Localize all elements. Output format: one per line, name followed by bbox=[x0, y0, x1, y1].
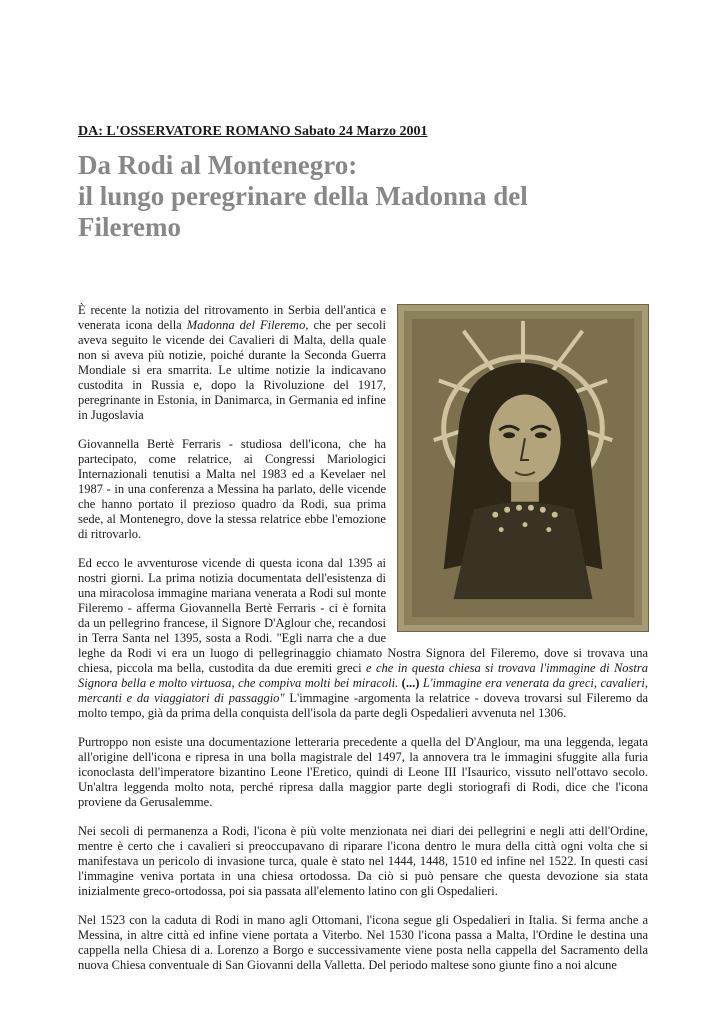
p3-text-a: Ed ecco le avventurose vicende di questa icona dal 1395 ai nostri giorni. La prima notizia documentata dell'esistenza di una miracolosa immagine mariana venerata a Rodi sul monte Fileremo - afferma Giovannella Bertè Ferraris - ci è fornita da un pellegrino francese, il Signore D'Aglour che, recandosi in Terra Santa nel 1395, sosta a Rodi. "Egli narra che a due leghe da Rodi vi era un luogo di pellegrinaggio chiamato Nostra Signora del Fileremo, dove si trovava una chiesa, piccola ma bella, custodita da due eremiti greci bbox=[78, 556, 648, 675]
paragraph-2: Giovannella Bertè Ferraris - studiosa dell'icona, che ha partecipato, come relatrice, ai Congressi Mariologici Internazionali tenutisi a Malta nel 1983 ed a Kevelaer nel 1987 - in una conferenza a Messina ha parlato, delle vicende che hanno portato il prezioso quadro da Rodi, sua prima sede, al Montenegro, dove la stessa relatrice ebbe l'emozione di ritrovarlo. bbox=[78, 437, 386, 541]
title-line-1: Da Rodi al Montenegro: bbox=[78, 150, 358, 180]
title-line-2: il lungo peregrinare della Madonna del bbox=[78, 181, 528, 211]
article-title bbox=[78, 150, 648, 243]
title-line-3: Fileremo bbox=[78, 212, 181, 242]
paragraph-5: Nei secoli di permanenza a Rodi, l'icona è più volte menzionata nei diari dei pellegrini e negli atti dell'Ordine, mentre è certo che i cavalieri si preoccupavano di riparare l'icona dentro le mura della città ogni volta che si manifestava un pericolo di invasione turca, quale è stato nel 1444, 1448, 1510 ed infine nel 1522. In questi casi l'immagine veniva portata in una chiesa ortodossa. Da ciò si può pensare che questa devozione sia stata inizialmente greco-ortodossa, poi sia passata all'elemento latino con gli Ospedalieri. bbox=[78, 824, 648, 898]
p1-text-c: che per secoli aveva seguito le vicende dei Cavalieri di Malta, della quale non si aveva più notizie, poiché durante la Seconda Guerra Mondiale si era smarrita. Le ultime notizie la indicavano custodita in Russia e, dopo la Rivoluzione del 1917, peregrinante in Estonia, in Danimarca, in Germania ed infine in Jugoslavia bbox=[78, 318, 386, 422]
p3-italic-d: L'immagine era venerata da greci, cavalieri, mercanti e da viaggiatori di passaggio" bbox=[78, 676, 649, 705]
paragraph-6: Nel 1523 con la caduta di Rodi in mano agli Ottomani, l'icona segue gli Ospedalieri in Italia. Si ferma anche a Messina, in altre città ed infine viene portata a Viterbo. Nel 1530 l'icona passa a Malta, l'Ordine le destina una cappella nella Chiesa di a. Lorenzo a Borgo e successivamente viene posta nella cappella del Sacramento della nuova Chiesa conventuale di San Giovanni della Valletta. Del periodo maltese sono giunte fino a noi alcune bbox=[78, 913, 648, 972]
source-line: DA: L'OSSERVATORE ROMANO Sabato 24 Marzo 2001 bbox=[78, 124, 428, 139]
p3-italic-b: e che in questa chiesa si trovava l'immagine di Nostra Signora bella e molto virtuosa, che compiva molti bei miracoli. bbox=[78, 661, 649, 690]
article bbox=[78, 124, 648, 987]
madonna-icon-image bbox=[398, 305, 648, 631]
paragraph-4: Purtroppo non esiste una documentazione letteraria precedente a quella del D'Anglour, ma una leggenda, legata all'origine dell'icona e ripresa in una bolla magistrale del 1497, la annovera tra le immagini sfuggite alla furia iconoclasta dell'imperatore bizantino Leone l'Eretico, quindi di Leone III l'Isaurico, vissuto nell'ottavo secolo. Un'altra leggenda molto nota, perché ripresa dalla maggior parte degli storiografi di Rodi, dice che l'icona proviene da Gerusalemme. bbox=[78, 735, 648, 809]
madonna-icon-painting bbox=[404, 311, 642, 625]
p3-text-e: L'immagine -argomenta la relatrice - doveva trovarsi sul Fileremo da molto tempo, già da prima della conquista dell'isola da parte degli Ospedalieri avvenuta nel 1306. bbox=[78, 691, 648, 720]
p3-ellipsis: (...) bbox=[398, 676, 423, 690]
p1-text-a: È recente la notizia del ritrovamento in Serbia dell'antica e venerata icona della bbox=[78, 303, 386, 332]
p1-italic: Madonna del Fileremo, bbox=[186, 318, 309, 332]
